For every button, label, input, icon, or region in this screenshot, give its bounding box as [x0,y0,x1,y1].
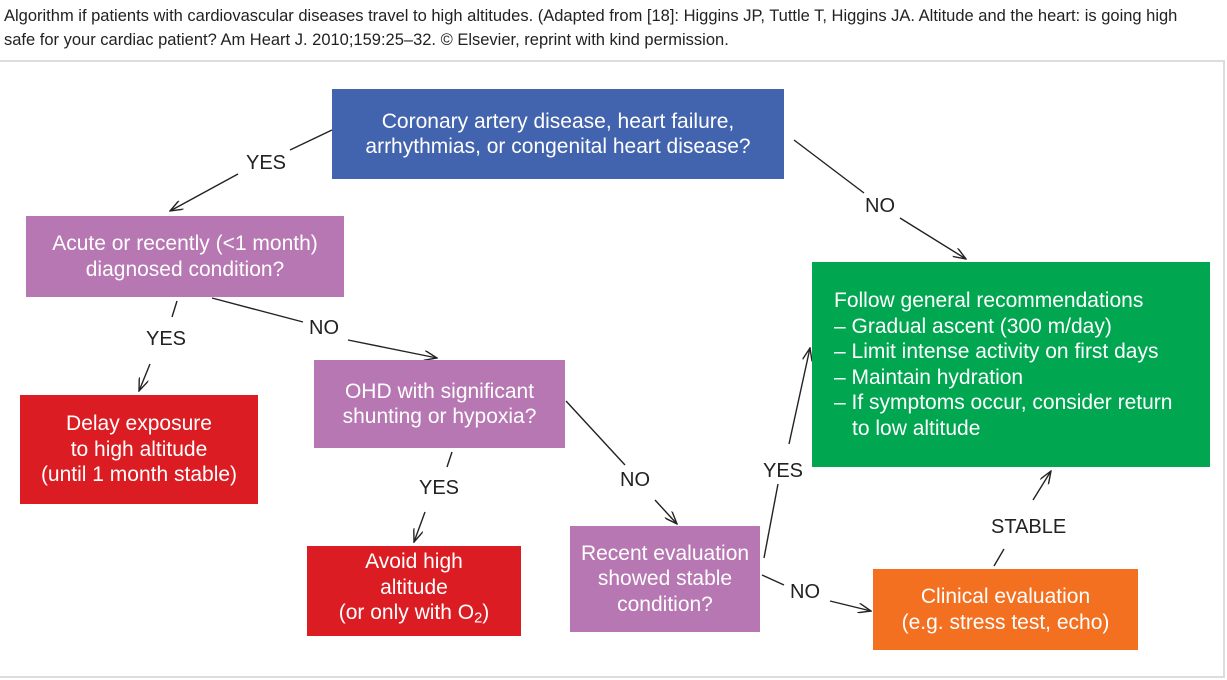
edge-clinical-stable-arrow [1033,471,1051,500]
recommendation-item: – Limit intense activity on first days [834,340,1159,363]
edge-label-ohd-no: NO [617,469,653,491]
node-label [339,549,490,632]
edge-acute-yes-arrow [139,364,150,391]
edge-acute-yes [172,301,177,317]
edge-label-root-yes: YES [243,152,289,174]
node-avoid-high-altitude [307,546,521,636]
node-delay-exposure [20,395,258,504]
edge-label-ohd-yes: YES [416,477,462,499]
recommendation-item: – Gradual ascent (300 m/day) [834,314,1112,338]
edge-clinical-stable [994,549,1004,566]
node-recent-evaluation-question [570,526,760,632]
node-label: Delay exposure to high altitude (until 1 month stable) [40,412,238,487]
edge-acute-no [212,298,303,322]
node-clinical-evaluation [873,569,1138,650]
recommendation-item: to low altitude [852,416,981,440]
edge-recent-no-arrow [830,601,871,611]
oxygen-subscript: 2 [474,611,483,628]
recommendation-list [834,288,1172,441]
figure-caption: Algorithm if patients with cardiovascular diseases travel to high altitudes. (Adapted from [18]: Higgins JP, Tuttle T, Higgins JA. Altitude and the heart: is going high safe for your cardiac patient? Am Heart J. 2010;159:25–32. © Elsevier, reprint with kind permission. [4,7,1178,49]
node-cardiac-disease-question [332,89,784,179]
node-label: OHD with significant shunting or hypoxia? [342,379,537,428]
avoid-text-end: ) [482,601,490,625]
recommendation-item: – Maintain hydration [834,365,1024,389]
avoid-text: Avoid high altitude (or only with O [338,550,475,625]
edge-root-yes-arrow [170,174,238,211]
node-acute-condition-question [26,216,344,297]
edge-acute-no-arrow [348,340,437,358]
recommendation-item: – If symptoms occur, consider return [834,391,1173,414]
edge-ohd-yes [447,452,452,467]
edge-label-acute-yes: YES [143,328,189,350]
edge-recent-yes [764,484,778,558]
edge-ohd-no-arrow [655,500,677,524]
edge-label-recent-yes: YES [760,460,806,482]
edge-label-clinical-stable: STABLE [988,516,1069,538]
edge-recent-no [762,575,784,585]
node-label: Coronary artery disease, heart failure, arrhythmias, or congenital heart disease? [365,109,751,158]
edge-recent-yes-arrow [789,348,810,444]
node-label: Recent evaluation showed stable condition? [580,541,750,616]
node-general-recommendations [812,262,1210,467]
edge-label-root-no: NO [862,195,898,217]
edge-label-acute-no: NO [306,317,342,339]
node-label: Clinical evaluation (e.g. stress test, echo) [901,585,1110,634]
edge-ohd-yes-arrow [414,512,425,542]
edge-root-no-arrow [900,218,966,259]
edge-root-yes [290,130,332,150]
edge-label-recent-no: NO [787,581,823,603]
node-ohd-question [314,360,565,448]
node-label: Acute or recently (<1 month) diagnosed condition? [52,232,318,281]
edge-root-no [794,140,864,193]
recommendation-title: Follow general recommendations [834,289,1144,312]
edge-ohd-no [566,401,625,465]
